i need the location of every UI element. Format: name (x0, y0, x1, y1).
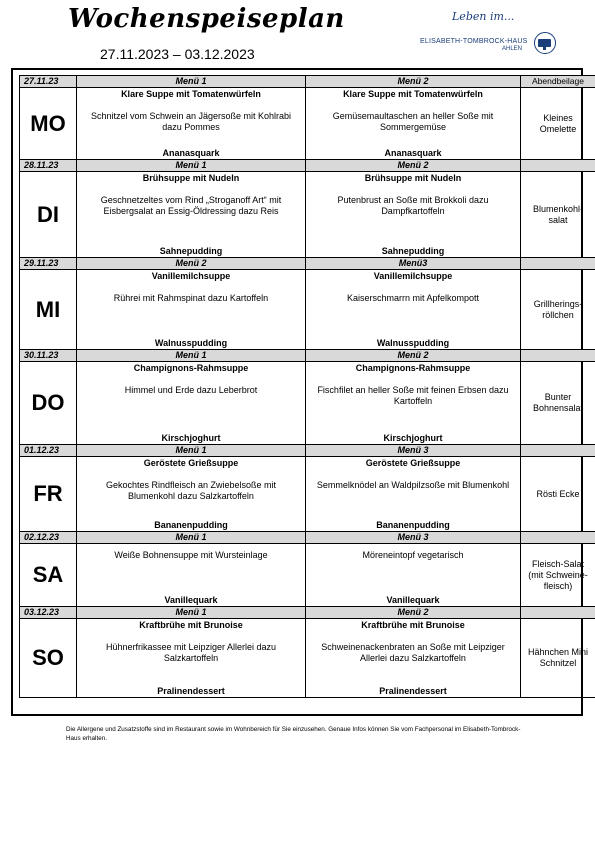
main-dish: Weiße Bohnensuppe mit Wursteinlage (114, 550, 268, 560)
menu-a-cell (77, 270, 306, 350)
allergen-note: Die Allergene und Zusatzstoffe sind im Restaurant sowie im Wohnbereich für Sie einzusehen. Genaue Infos können Sie vom Fachpersonal im Elisabeth-Tombrock-Haus erhalten. (66, 726, 521, 742)
menu-b-label: Menü 3 (306, 445, 521, 457)
day-menu-row (20, 544, 595, 607)
organization-logo-icon (534, 32, 556, 54)
evening-side-dish: Grillherings-röllchen (521, 270, 595, 350)
day-menu-row (20, 88, 595, 160)
main-dish: Fischfilet an heller Soße mit feinen Erbsen dazu Kartoffeln (317, 385, 509, 406)
menu-a-label: Menü 1 (77, 76, 306, 88)
menu-a-label: Menü 1 (77, 532, 306, 544)
weekday: DO (20, 362, 77, 445)
weekday: MI (20, 270, 77, 350)
day-date: 30.11.23 (20, 350, 77, 362)
menu-b-cell (306, 172, 521, 258)
menu-a-cell (77, 362, 306, 445)
main-dish: Rührei mit Rahmspinat dazu Kartoffeln (113, 293, 269, 303)
dessert: Sahnepudding (159, 246, 223, 256)
main-dish: Schnitzel vom Schwein an Jägersoße mit Kohlrabi dazu Pommes (90, 111, 292, 132)
evening-side-dish: Kleines Omelette (521, 88, 595, 160)
dessert: Vanillequark (386, 595, 440, 605)
day-date: 02.12.23 (20, 532, 77, 544)
main-dish: Geschnetzeltes vom Rind „Stroganoff Art“ mit Eisbergsalat an Essig-Öldressing dazu Reis (100, 195, 282, 216)
side-header-empty (521, 607, 595, 619)
evening-side-dish: Bunter Bohnensalat (521, 362, 595, 445)
day-menu-row (20, 619, 595, 698)
soup: Geröstete Grießsuppe (143, 458, 239, 468)
menu-a-cell (77, 619, 306, 698)
main-dish: Hühnerfrikassee mit Leipziger Allerlei dazu Salzkartoffeln (105, 642, 277, 663)
date-range: 27.11.2023 – 03.12.2023 (100, 46, 255, 62)
main-dish: Gemüsemaultaschen an heller Soße mit Sommergemüse (332, 111, 494, 132)
dessert: Pralinendessert (157, 686, 225, 696)
day-menu-row (20, 362, 595, 445)
menu-b-label: Menü 2 (306, 160, 521, 172)
side-header-empty (521, 532, 595, 544)
evening-side-dish: Rösti Ecke (521, 457, 595, 532)
day-header-row (20, 445, 595, 457)
evening-side-dish: Blumenkohl-salat (521, 172, 595, 258)
day-header-row (20, 258, 595, 270)
dessert: Pralinendessert (379, 686, 447, 696)
menu-b-cell (306, 619, 521, 698)
soup: Klare Suppe mit Tomatenwürfeln (343, 89, 483, 99)
menu-b-label: Menü 3 (306, 532, 521, 544)
menu-b-label: Menü3 (306, 258, 521, 270)
main-dish: Putenbrust an Soße mit Brokkoli dazu Dampfkartoffeln (337, 195, 489, 216)
menu-a-cell (77, 172, 306, 258)
soup: Champignons-Rahmsuppe (133, 363, 249, 373)
dessert: Bananenpudding (154, 520, 228, 530)
day-date: 01.12.23 (20, 445, 77, 457)
main-dish: Kaiserschmarrn mit Apfelkompott (346, 293, 480, 303)
day-menu-row (20, 457, 595, 532)
soup: Geröstete Grießsuppe (365, 458, 461, 468)
menu-a-cell (77, 457, 306, 532)
day-menu-row (20, 270, 595, 350)
soup: Champignons-Rahmsuppe (355, 363, 471, 373)
evening-side-dish: Hähnchen Mini Schnitzel (521, 619, 595, 698)
dessert: Vanillequark (164, 595, 218, 605)
weekday: FR (20, 457, 77, 532)
dessert: Kirschjoghurt (161, 433, 221, 443)
organization-name: ELISABETH-TOMBROCK-HAUS (420, 38, 528, 45)
side-header-empty (521, 350, 595, 362)
day-date: 03.12.23 (20, 607, 77, 619)
dessert: Ananasquark (162, 148, 220, 158)
weekly-menu-table (19, 75, 595, 698)
dessert: Kirschjoghurt (383, 433, 443, 443)
dessert: Sahnepudding (381, 246, 445, 256)
side-header-empty (521, 258, 595, 270)
weekday: DI (20, 172, 77, 258)
soup: Vanillemilchsuppe (151, 271, 231, 281)
main-dish: Gekochtes Rindfleisch an Zwiebelsoße mit Blumenkohl dazu Salzkartoffeln (105, 480, 277, 501)
side-header-empty (521, 445, 595, 457)
weekday: SA (20, 544, 77, 607)
soup: Kraftbrühe mit Brunoise (139, 620, 243, 630)
menu-a-label: Menü 2 (77, 258, 306, 270)
menu-b-cell (306, 362, 521, 445)
menu-b-label: Menü 2 (306, 76, 521, 88)
main-dish: Möreneintopf vegetarisch (362, 550, 464, 560)
weekday: SO (20, 619, 77, 698)
day-date: 28.11.23 (20, 160, 77, 172)
soup: Kraftbrühe mit Brunoise (361, 620, 465, 630)
dessert: Walnusspudding (154, 338, 228, 348)
page-title: Wochenspeiseplan (68, 4, 345, 34)
slogan: Leben im... (452, 10, 515, 23)
evening-side-dish: Fleisch-Salat (mit Schweine-fleisch) (521, 544, 595, 607)
menu-a-label: Menü 1 (77, 160, 306, 172)
main-dish: Himmel und Erde dazu Leberbrot (124, 385, 258, 395)
day-header-row (20, 532, 595, 544)
menu-a-label: Menü 1 (77, 607, 306, 619)
menu-a-cell (77, 88, 306, 160)
menu-b-cell (306, 88, 521, 160)
dessert: Ananasquark (384, 148, 442, 158)
menu-b-label: Menü 2 (306, 350, 521, 362)
soup: Vanillemilchsuppe (373, 271, 453, 281)
day-header-row (20, 350, 595, 362)
side-column-label: Abendbeilage (521, 76, 595, 88)
menu-b-label: Menü 2 (306, 607, 521, 619)
dessert: Walnusspudding (376, 338, 450, 348)
side-header-empty (521, 160, 595, 172)
day-header-row (20, 160, 595, 172)
soup: Brühsuppe mit Nudeln (142, 173, 240, 183)
dessert: Bananenpudding (376, 520, 450, 530)
day-date: 27.11.23 (20, 76, 77, 88)
main-dish: Schweinenackenbraten an Soße mit Leipziger Allerlei dazu Salzkartoffeln (321, 642, 505, 663)
organization-city: AHLEN (502, 46, 523, 52)
menu-a-cell (77, 544, 306, 607)
weekday: MO (20, 88, 77, 160)
menu-a-label: Menü 1 (77, 445, 306, 457)
day-date: 29.11.23 (20, 258, 77, 270)
day-menu-row (20, 172, 595, 258)
menu-b-cell (306, 457, 521, 532)
day-header-row (20, 607, 595, 619)
menu-b-cell (306, 270, 521, 350)
main-dish: Semmelknödel an Waldpilzsoße mit Blumenkohl (316, 480, 510, 490)
menu-b-cell (306, 544, 521, 607)
soup: Brühsuppe mit Nudeln (364, 173, 462, 183)
soup: Klare Suppe mit Tomatenwürfeln (121, 89, 261, 99)
day-header-row (20, 76, 595, 88)
menu-a-label: Menü 1 (77, 350, 306, 362)
